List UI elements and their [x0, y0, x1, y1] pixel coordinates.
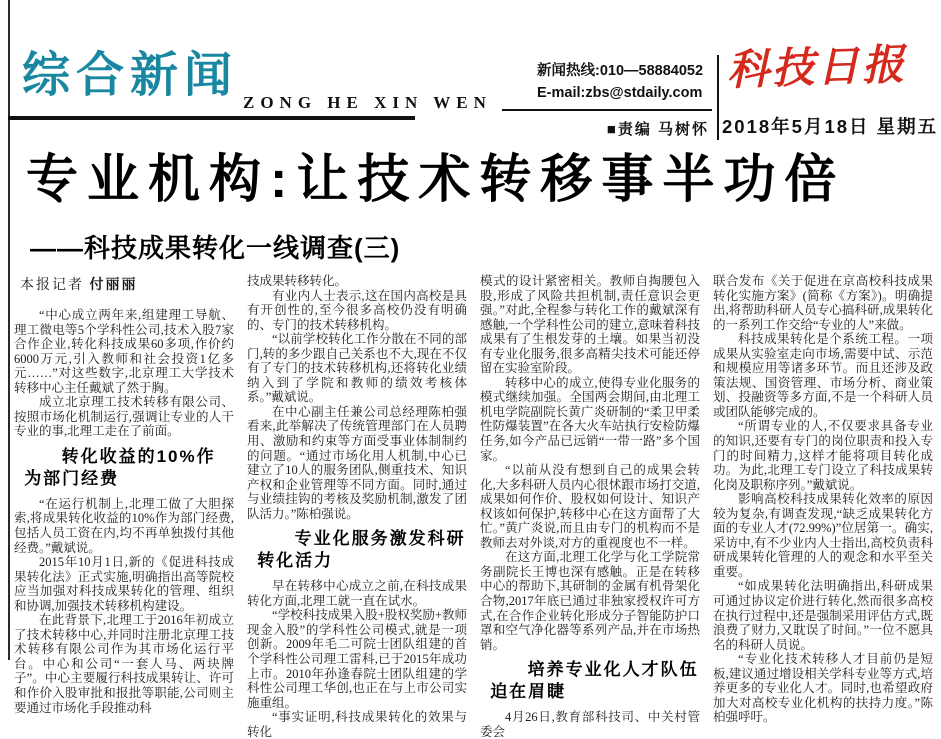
paragraph: 联合发布《关于促进在京高校科技成果转化实施方案》(简称《方案》)。明确提出,将帮助科研人员专心搞科研,成果转化的一系列工作交给“专业的人”来做。	[713, 274, 933, 332]
article-column-3	[480, 274, 700, 739]
paragraph: 早在转移中心成立之前,在科技成果转化方面,北理工就一直在试水。	[247, 579, 467, 608]
paragraph: 2015年10月1日,新的《促进科技成果转化法》正式实施,明确指出高等院校应当加强对科技成果转化的管理、组织和协调,加强技术转移机构建设。	[14, 555, 234, 613]
paragraph: “以前学校转化工作分散在不同的部门,转的多少跟自己关系也不大,现在不仅有了专门的技术转移机构,还将转化业绩纳入到了学院和教师的绩效考核体系。”戴斌说。	[247, 332, 467, 405]
paragraph: “专业化技术转移人才目前仍是短板,建议通过增设相关学科专业等方式,培养更多的专业化人才。同时,也希望政府加大对高校专业化机构的扶持力度。”陈柏强呼吁。	[713, 652, 933, 725]
paragraph: “中心成立两年来,组建理工导航、理工微电等5个学科性公司,技术入股7家合作企业,转化科技成果60多项,作价约6000万元,引入教师和社会投资1亿多元……”对这些数字,北京理工大学技术转移中心主任戴斌了然于胸。	[14, 308, 234, 395]
contact-underline	[502, 109, 712, 111]
paragraph: “如成果转化法明确指出,科研成果可通过协议定价进行转化,然而很多高校在执行过程中,还是强制采用评估方式,既浪费了财力,又耽误了时间。”一位不愿具名的科研人员说。	[713, 579, 933, 652]
byline-label: 本报记者	[20, 278, 84, 293]
paragraph: 在中心副主任兼公司总经理陈柏强看来,此举解决了传统管理部门在人员聘用、激励和约束等方面受事业体制制约的问题。“通过市场化用人机制,中心已建立了10人的服务团队,侧重技术、知识产权和企业管理等不同方面。同时,通过与业绩挂钩的考核及奖励机制,激发了团队活力。”陈柏强说。	[247, 404, 467, 521]
paragraph: 影响高校科技成果转化效率的原因较为复杂,有调查发现,“缺乏成果转化方面的专业人才(72.99%)”位居第一。确实,采访中,有不少业内人士指出,高校负责科研成果转化管理的人的观念和水平至关重要。	[713, 492, 933, 579]
paragraph: 有业内人士表示,这在国内高校是具有开创性的,至今很多高校仍没有明确的、专门的技术转移机构。	[247, 288, 467, 332]
newspaper-masthead: 科技日报	[726, 39, 908, 95]
paragraph: 4月26日,教育部科技司、中关村管委会	[480, 710, 700, 739]
article-column-1	[14, 274, 234, 739]
article-column-4	[713, 274, 933, 739]
paragraph: “学校科技成果入股+股权奖励+教师现金入股”的学科性公司模式,就是一项创新。2009年毛二可院士团队组建的首个学科性公司理工雷科,已于2015年成功上市。2010年孙逢春院士团队组建的学科性公司理工华创,也正在与上市公司实施重组。	[247, 608, 467, 710]
byline-reporter: 付丽丽	[89, 278, 138, 293]
news-hotline: 新闻热线:010—58884052	[537, 63, 704, 79]
main-headline: 专业机构:让技术转移事半功倍	[26, 151, 846, 209]
paragraph: “在运行机制上,北理工做了大胆探索,将成果转化收益的10%作为部门经费,包括人员工资在内,均不再单独拨付其他经费。”戴斌说。	[14, 496, 234, 555]
section-title: 综合新闻	[22, 49, 239, 102]
paragraph: 模式的设计紧密相关。教师自掏腰包入股,形成了风险共担机制,责任意识会更强。”对此,全程参与转化工作的戴斌深有感触,一个学科性公司的建立,意味着科技成果有了生根发芽的土壤。如果当初没有专业化服务,很多高精尖技术可能还停留在实验室阶段。	[480, 274, 700, 376]
article-column-2	[247, 274, 467, 739]
contact-block	[537, 60, 709, 104]
page-left-border	[8, 0, 10, 660]
paragraph: “事实证明,科技成果转化的效果与转化	[247, 710, 467, 739]
section-pinyin: ZONG HE XIN WEN	[243, 93, 492, 112]
section-subhead: 转化收益的10%作为部门经费	[24, 446, 216, 488]
paragraph: 技成果转移转化。	[247, 274, 348, 288]
editor-credit: ■责编 马树怀	[606, 121, 709, 138]
section-subhead: 培养专业化人才队伍迫在眉睫	[490, 660, 699, 702]
headline-subtitle: ——科技成果转化一线调查(三)	[30, 233, 401, 263]
paragraph: 在此背景下,北理工于2016年初成立了技术转移中心,并同时注册北京理工技术转移有限公司作为其市场化运行平台。中心和公司“一套人马、两块牌子”。中心主要履行科技成果转让、许可和作价入股审批和报批等职能,公司则主要通过市场化手段推动科	[14, 613, 234, 715]
article-columns	[14, 274, 933, 739]
section-underline	[8, 116, 415, 120]
paragraph: 科技成果转化是个系统工程。一项成果从实验室走向市场,需要中试、示范和规模应用等诸多环节。而且还涉及政策法规、国资管理、市场分析、商业策划、投融资等多方面,不是一个科研人员或团队能够完成的。	[713, 332, 933, 419]
paragraph: 转移中心的成立,使得专业化服务的模式继续加强。全国两会期间,由北理工机电学院副院长黄广炎研制的“柔卫甲柔性防爆装置”在各大火车站执行安检防爆任务,如今产品已远销“一带一路”多个国家。	[480, 375, 700, 463]
paragraph: 成立北京理工技术转移有限公司、按照市场化机制运行,强调让专业的人干专业的事,北理工走在了前面。	[14, 395, 234, 439]
paragraph: 在这方面,北理工化学与化工学院常务副院长王博也深有感触。正是在转移中心的帮助下,其研制的金属有机骨架化合物,2017年底已通过非独家授权许可方式,在合作企业转化形成分子智能防护口罩和空气净化器等系列产品,并在市场热销。	[480, 550, 700, 652]
byline	[14, 274, 234, 294]
issue-date: 2018年5月18日 星期五	[722, 116, 939, 137]
section-subhead: 专业化服务激发科研转化活力	[257, 529, 466, 571]
paragraph: “以前从没有想到自己的成果会转化,大多科研人员内心很怵跟市场打交道,成果如何作价、股权如何设计、知识产权该如何保护,转移中心在这方面帮了大忙。”黄广炎说,而且由专门的机构而不是教师去对外谈,对方的重视度也不一样。	[480, 463, 700, 550]
paragraph: “所谓专业的人,不仅要求具备专业的知识,还要有专门的岗位职责和投入专门的时间精力,这样才能将项目转化成功。为此,北理工专门设立了科技成果转化岗及职称序列。”戴斌说。	[713, 419, 933, 492]
header-vertical-divider	[717, 55, 719, 140]
contact-email: E-mail:zbs@stdaily.com	[537, 85, 703, 101]
